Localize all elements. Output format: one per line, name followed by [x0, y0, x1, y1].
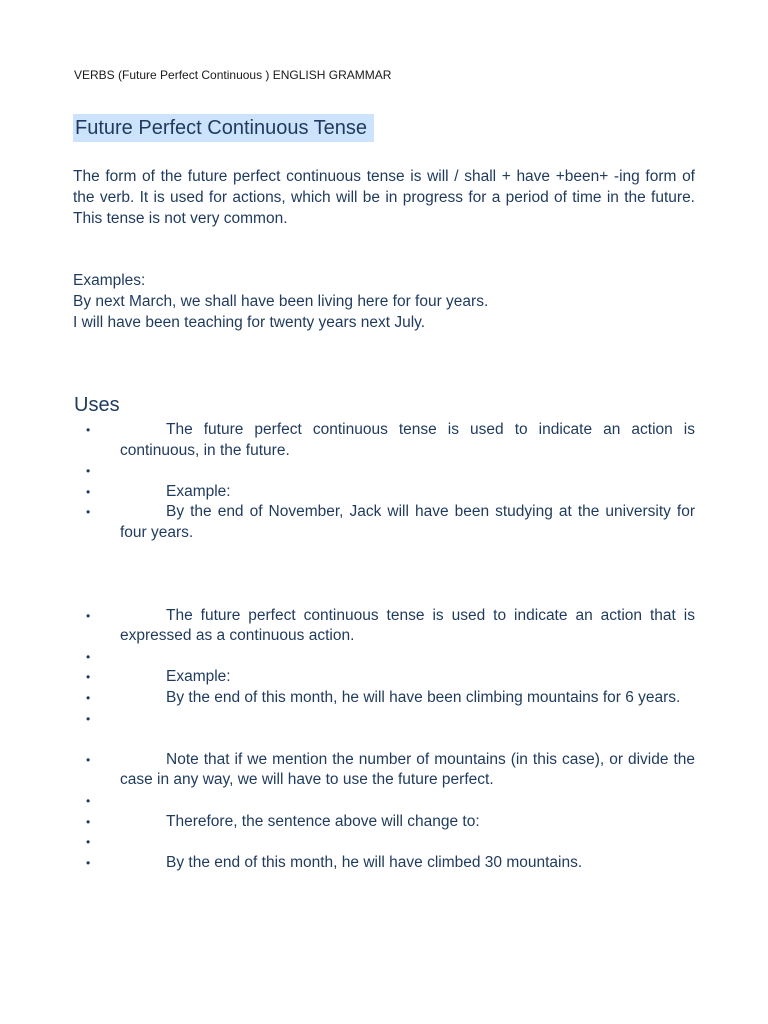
bullet-icon: •	[86, 690, 91, 705]
bullet-icon: •	[86, 711, 91, 726]
bullet-icon: •	[86, 855, 91, 870]
bullet-icon: •	[86, 464, 91, 479]
page-title: Future Perfect Continuous Tense	[73, 114, 374, 142]
uses-list	[0, 420, 768, 873]
examples-block	[73, 270, 695, 333]
examples-label: Examples:	[73, 272, 146, 289]
list-item: • Example:	[0, 482, 695, 503]
bullet-icon: •	[86, 423, 91, 437]
list-item: • The future perfect continuous tense is used to indicate an action is continuous, in the future.	[86, 421, 695, 459]
document-header: VERBS (Future Perfect Continuous ) ENGLISH GRAMMAR	[74, 68, 392, 82]
list-item	[0, 461, 695, 482]
intro-paragraph: The form of the future perfect continuous tense is will / shall + have +been+ -ing form of the verb. It is used for actions, which will be in progress for a period of time in the future. This tense is not very common.	[73, 168, 695, 227]
example-line: I will have been teaching for twenty years next July.	[73, 314, 426, 331]
list-item: • By the end of November, Jack will have been studying at the university for four years.	[86, 503, 695, 541]
bullet-icon: •	[86, 835, 91, 850]
list-item	[0, 647, 695, 668]
list-item	[0, 791, 695, 812]
bullet-icon: •	[86, 649, 91, 664]
bullet-icon: •	[86, 608, 91, 623]
list-item: • By the end of this month, he will have climbed 30 mountains.	[0, 853, 695, 874]
list-item: • Example:	[0, 667, 695, 688]
bullet-icon: •	[86, 484, 91, 499]
bullet-icon: •	[86, 670, 91, 685]
list-item: • The future perfect continuous tense is used to indicate an action that is expressed as a continuous action.	[86, 606, 695, 645]
list-item: • Therefore, the sentence above will change to:	[0, 812, 695, 833]
bullet-icon: •	[86, 505, 91, 520]
list-item: • By the end of this month, he will have been climbing mountains for 6 years.	[0, 688, 695, 709]
example-line: By next March, we shall have been living here for four years.	[73, 293, 489, 310]
bullet-icon: •	[86, 814, 91, 829]
bullet-icon: •	[86, 793, 91, 808]
list-item	[0, 709, 695, 730]
bullet-icon: •	[86, 752, 91, 767]
uses-heading: Uses	[74, 394, 120, 416]
list-item	[0, 832, 695, 853]
list-item: • Note that if we mention the number of mountains (in this case), or divide the case in any way, we will have to use the future perfect.	[86, 750, 695, 789]
